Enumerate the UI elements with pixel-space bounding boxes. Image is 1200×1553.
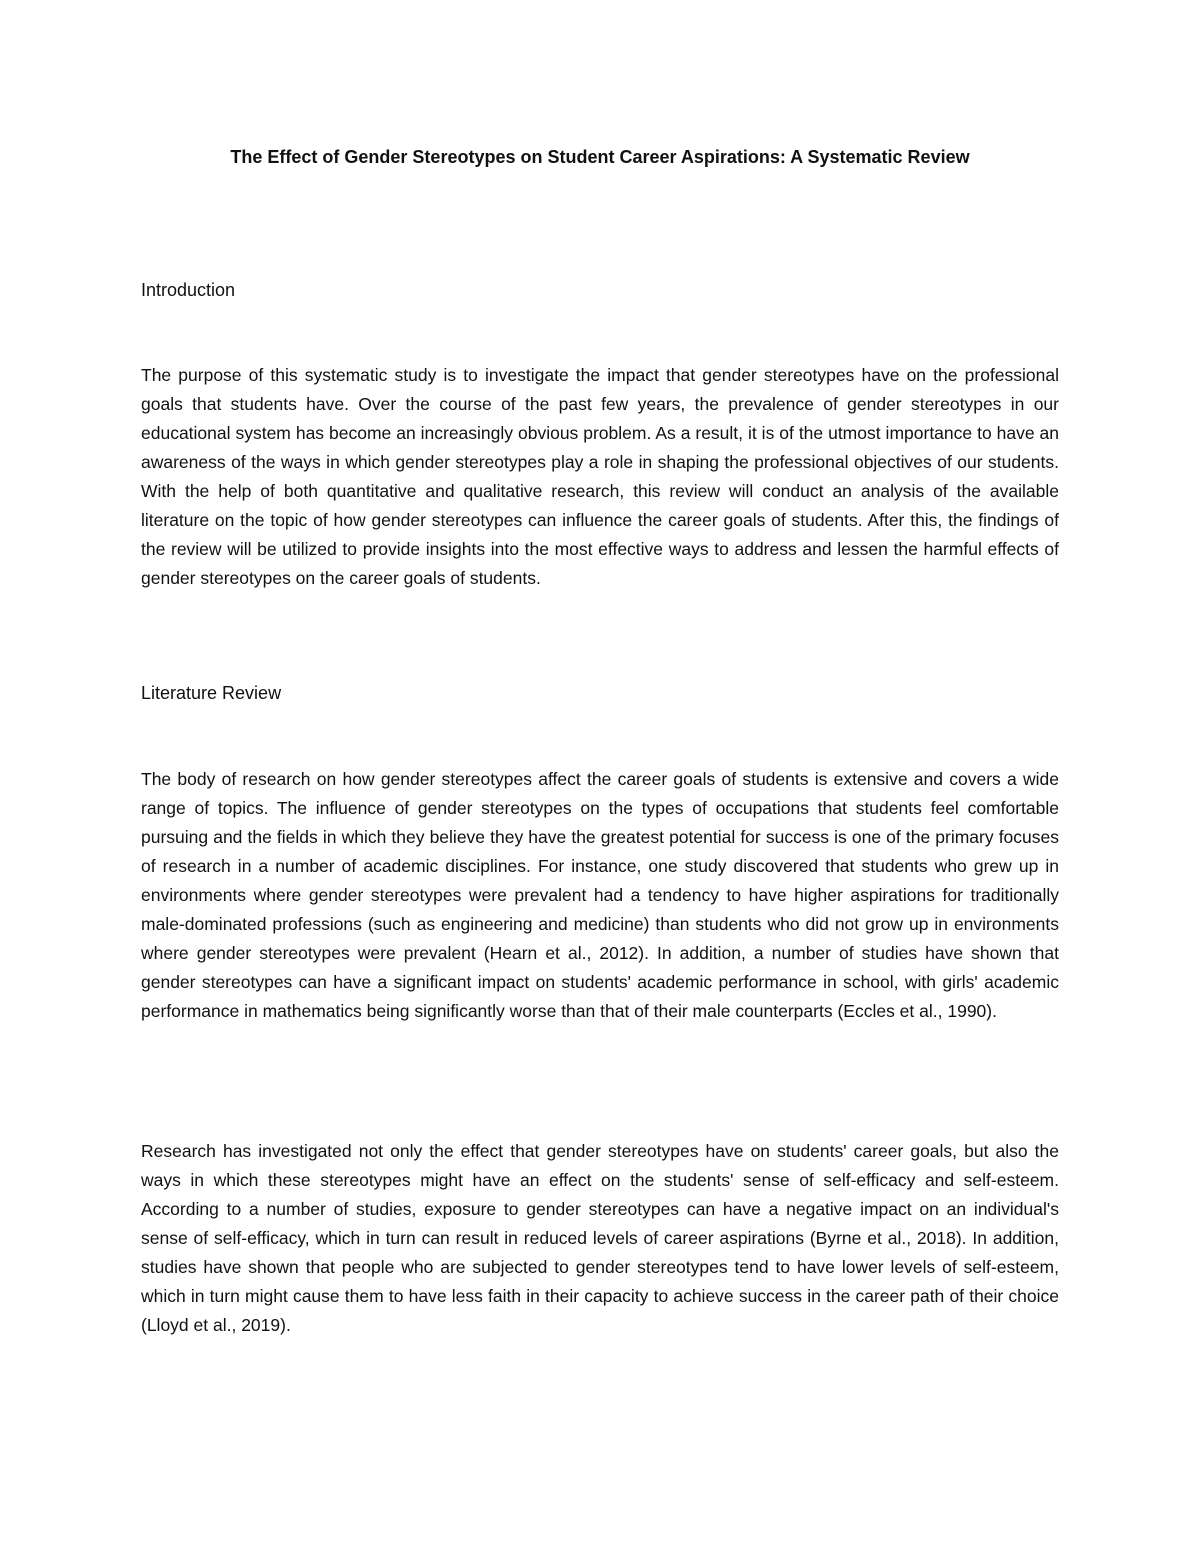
literature-review-paragraph-2: Research has investigated not only the effect that gender stereotypes have on students' career goals, but also the ways in which these stereotypes might have an effect on the students' sense of self-efficacy and self-esteem. According to a number of studies, exposure to gender stereotypes can have a negative impact on an individual's sense of self-efficacy, which in turn can result in reduced levels of career aspirations (Byrne et al., 2018). In addition, studies have shown that people who are subjected to gender stereotypes tend to have lower levels of self-esteem, which in turn might cause them to have less faith in their capacity to achieve success in the career path of their choice (Lloyd et al., 2019). [141,1141,1059,1335]
literature-review-paragraph-1: The body of research on how gender stereotypes affect the career goals of students is extensive and covers a wide range of topics. The influence of gender stereotypes on the types of occupations that students feel comfortable pursuing and the fields in which they believe they have the greatest potential for success is one of the primary focuses of research in a number of academic disciplines. For instance, one study discovered that students who grew up in environments where gender stereotypes were prevalent had a tendency to have higher aspirations for traditionally male-dominated professions (such as engineering and medicine) than students who did not grow up in environments where gender stereotypes were prevalent (Hearn et al., 2012). In addition, a number of studies have shown that gender stereotypes can have a significant impact on students' academic performance in school, with girls' academic performance in mathematics being significantly worse than that of their male counterparts (Eccles et al., 1990). [141,769,1059,1021]
section-heading-literature-review: Literature Review [141,683,282,703]
section-heading-introduction: Introduction [141,280,236,300]
introduction-paragraph: The purpose of this systematic study is to investigate the impact that gender stereotypes have on the professional goals that students have. Over the course of the past few years, the prevalence of gender stereotypes in our educational system has become an increasingly obvious problem. As a result, it is of the utmost importance to have an awareness of the ways in which gender stereotypes play a role in shaping the professional objectives of our students. With the help of both quantitative and qualitative research, this review will conduct an analysis of the available literature on the topic of how gender stereotypes can influence the career goals of students. After this, the findings of the review will be utilized to provide insights into the most effective ways to address and lessen the harmful effects of gender stereotypes on the career goals of students. [141,365,1059,588]
document-title: The Effect of Gender Stereotypes on Student Career Aspirations: A Systematic Review [230,147,970,167]
